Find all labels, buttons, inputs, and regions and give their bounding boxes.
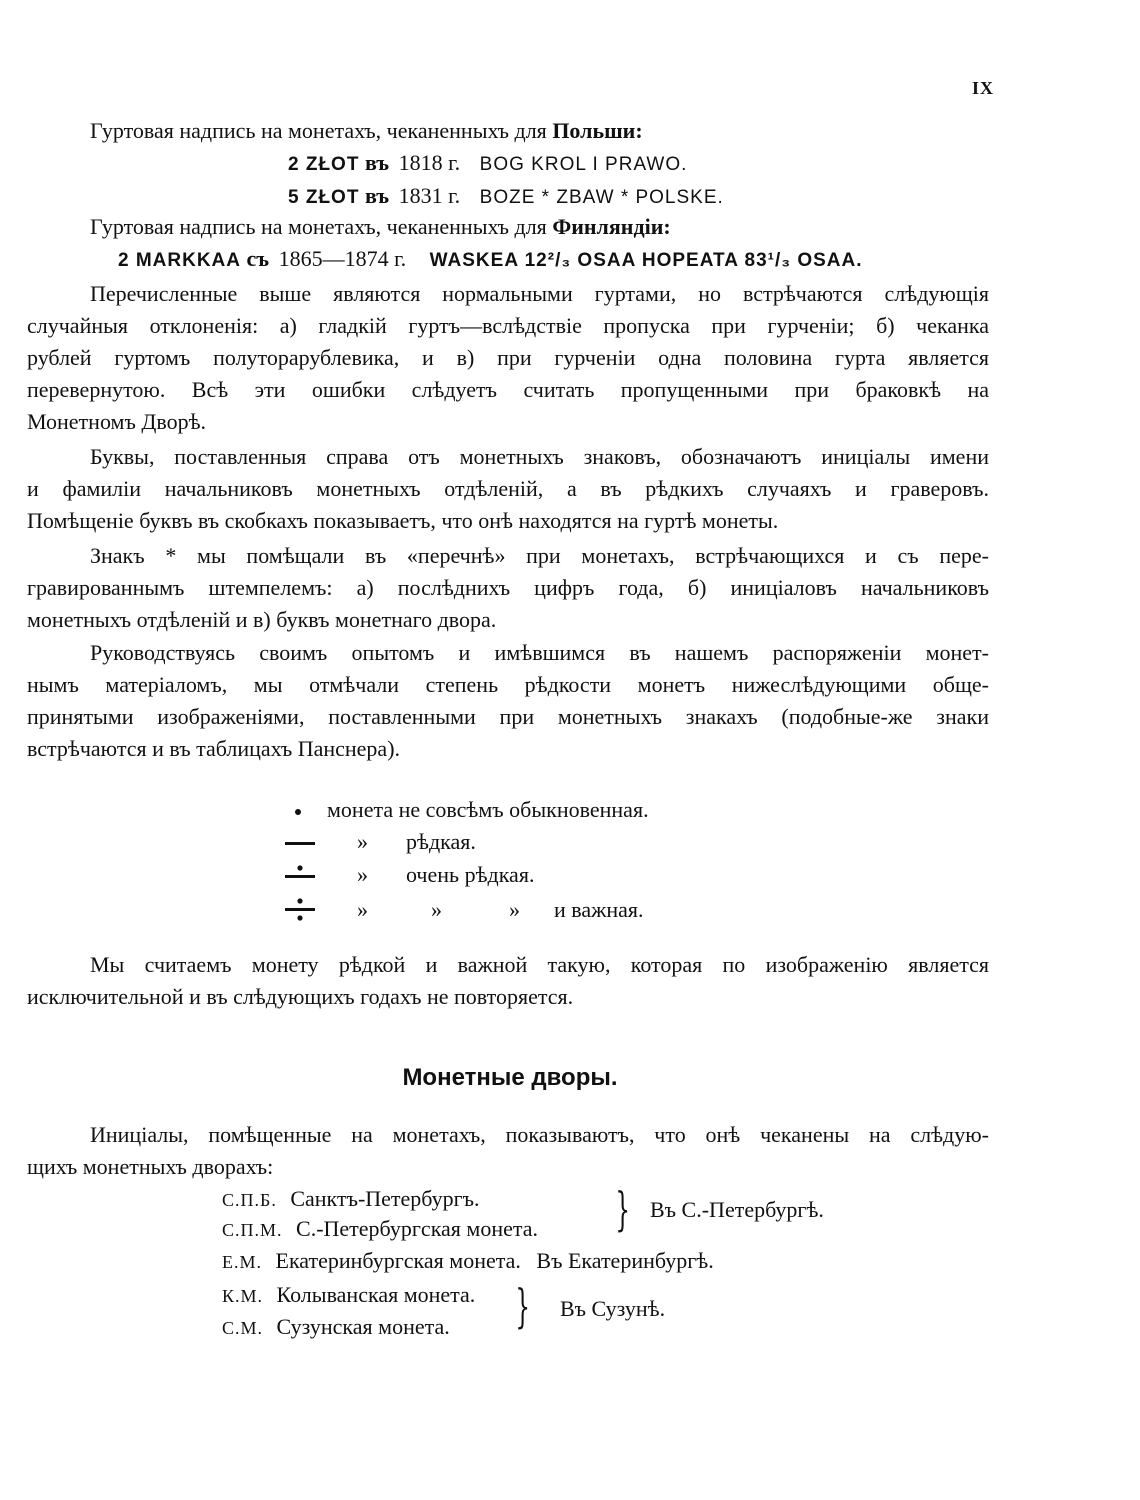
brace: } <box>515 1279 530 1333</box>
finland-intro: Гуртовая надпись на монетахъ, чеканенныхъ для Финляндіи: <box>90 214 671 239</box>
ditto-mark: » <box>357 897 368 922</box>
paragraph-line: Знакъ * мы помѣщали въ «перечнѣ» при монетахъ, встрѣчающихся и съ пере- <box>90 543 989 568</box>
mint-entry: Е.М. Екатеринбургская монета. Въ Екатеринбургѣ. <box>222 1248 714 1273</box>
page-number: IX <box>971 78 994 98</box>
paragraph-line: Руководствуясь своимъ опытомъ и имѣвшимся въ нашемъ распоряженіи монет- <box>90 640 989 665</box>
paragraph-line: исключительной и въ слѣдующихъ годахъ не повторяется. <box>27 984 574 1009</box>
dash-icon <box>280 829 320 855</box>
paragraph-line: случайныя отклоненія: а) гладкій гуртъ—вслѣдствіе пропуска при гурченіи; б) чеканка <box>27 313 989 338</box>
mint-entry: С.П.М. С.-Петербургская монета. <box>222 1216 539 1241</box>
paragraph-line: Мы считаемъ монету рѣдкой и важной такую, которая по изображенію является <box>90 952 989 977</box>
rarity-text: монета не совсѣмъ обыкновенная. <box>327 797 649 822</box>
paragraph-line: щихъ монетныхъ дворахъ: <box>27 1154 274 1179</box>
ditto-mark: » <box>357 862 368 887</box>
division-icon <box>280 895 320 925</box>
mint-entry: К.М. Колыванская монета. <box>222 1282 476 1307</box>
paragraph-line: гравированнымъ штемпелемъ: а) послѣднихъ цифръ года, б) иниціаловъ начальниковъ <box>27 575 989 600</box>
mint-location: Въ Екатеринбургѣ. <box>536 1248 714 1273</box>
paragraph-line: встрѣчаются и въ таблицахъ Панснера). <box>27 736 401 761</box>
poland-label: Польши: <box>552 118 643 143</box>
paragraph-line: монетныхъ отдѣленій и в) буквъ монетнаго двора. <box>27 607 497 632</box>
ditto-mark: » <box>357 829 368 854</box>
rarity-text: очень рѣдкая. <box>406 862 535 887</box>
paragraph-line: Иниціалы, помѣщенные на монетахъ, показываютъ, что онѣ чеканены на слѣдую- <box>90 1122 989 1147</box>
paragraph-line: нымъ матеріаломъ, мы отмѣчали степень рѣдкости монетъ нижеслѣдующими обще- <box>27 672 989 697</box>
mint-entry: С.М. Сузунская монета. <box>222 1314 450 1339</box>
ditto-mark: » <box>509 897 520 922</box>
rarity-text: рѣдкая. <box>406 829 476 854</box>
mint-entry: С.П.Б. Санктъ-Петербургъ. <box>222 1186 480 1211</box>
mint-location: Въ Сузунѣ. <box>560 1296 666 1321</box>
paragraph-line: Монетномъ Дворѣ. <box>27 409 207 434</box>
paragraph-line: Перечисленные выше являются нормальными гуртами, но встрѣчаются слѣдующія <box>90 281 989 306</box>
paragraph-line: Помѣщеніе буквъ въ скобкахъ показываетъ, что онѣ находятся на гуртѣ монеты. <box>27 508 779 533</box>
mint-location: Въ С.-Петербургѣ. <box>650 1197 824 1222</box>
poland-row-2: 5 ZŁOT въ 1831 г. BOZE * ZBAW * POLSKE. <box>288 183 724 208</box>
dash-dot-icon <box>280 862 320 888</box>
paragraph-line: перевернутою. Всѣ эти ошибки слѣдуетъ считать пропущенными при браковкѣ на <box>27 377 989 402</box>
brace: } <box>615 1182 630 1236</box>
finland-label: Финляндіи: <box>552 214 671 239</box>
finland-row: 2 MARKKAA съ 1865—1874 г. WASKEA 12²/₃ OSAA HOPEATA 83¹/₃ OSAA. <box>118 246 863 271</box>
rarity-text: и важная. <box>554 897 644 922</box>
poland-row-1: 2 ZŁOT въ 1818 г. BOG KROL I PRAWO. <box>288 150 688 175</box>
paragraph-line: принятыми изображеніями, поставленными при монетныхъ знакахъ (подобные-же знаки <box>27 704 989 729</box>
section-heading: Монетные дворы. <box>402 1064 618 1091</box>
dot-icon <box>278 797 318 823</box>
poland-intro: Гуртовая надпись на монетахъ, чеканенныхъ для Польши: <box>90 118 643 143</box>
paragraph-line: и фамиліи начальниковъ монетныхъ отдѣленій, а въ рѣдкихъ случаяхъ и граверовъ. <box>27 476 989 501</box>
paragraph-line: Буквы, поставленныя справа отъ монетныхъ знаковъ, обозначаютъ иниціалы имени <box>90 444 989 469</box>
paragraph-line: рублей гуртомъ полуторарублевика, и в) при гурченіи одна половина гурта является <box>27 345 989 370</box>
ditto-mark: » <box>431 897 442 922</box>
